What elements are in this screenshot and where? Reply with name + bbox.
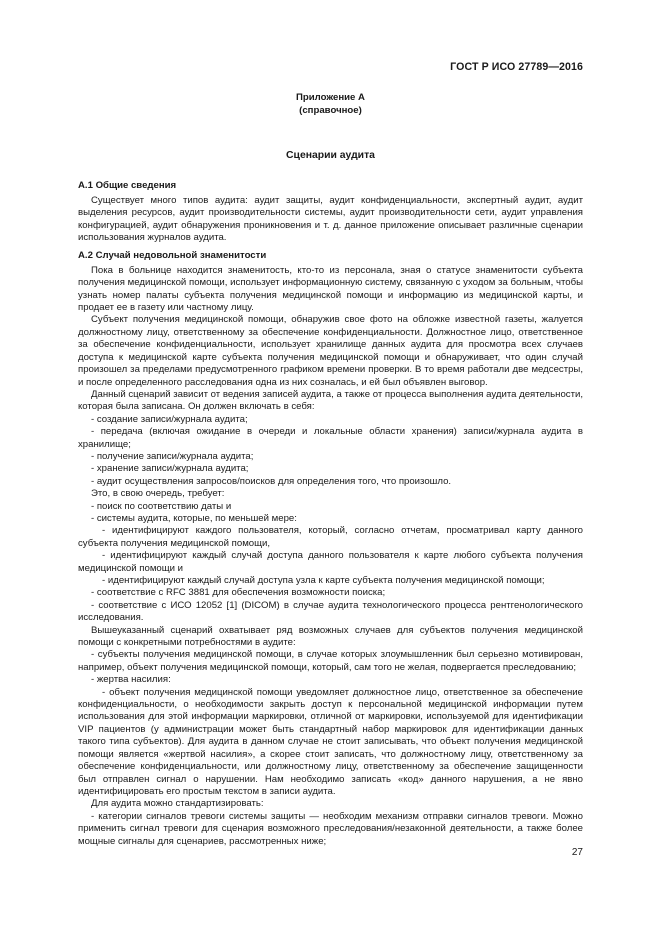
annex-title: Приложение А (296, 92, 365, 103)
sub-list-item: - идентифицируют каждого пользователя, который, согласно отчетам, просматривал карту данного субъекта получения медицинской помощи, (78, 525, 583, 549)
list-item: - передача (включая ожидание в очереди и локальные области хранения) записи/журнала аудита в хранилище; (78, 426, 583, 450)
list-item: - поиск по соответствию даты и (91, 500, 232, 512)
list-item: - жертва насилия: (91, 674, 171, 686)
page-number: 27 (571, 847, 583, 858)
sub-list-item: - идентифицируют каждый случай доступа данного пользователя к карте любого субъекта получения медицинской помощи и (78, 550, 583, 574)
paragraph: Вышеуказанный сценарий охватывает ряд возможных случаев для субъектов получения медицинской помощи с конкретными потребностями в аудите: (78, 624, 583, 649)
paragraph: Субъект получения медицинской помощи, обнаружив свое фото на обложке известной газеты, жалуется должностному лицу, ответственному за обеспечение конфиденциальности. Должностное лицо, ответственное за обеспечение конфиденциальности, использует хранилище данных аудита для просмотра всех случаев доступа к медицинской карте субъекта получения медицинской помощи и обнаруживает, что один случай произошел за пределами предусмотренного графиком времени проверки. В то время работали две медсестры, и после определенного расследования одна из них созналась, и ей был объявлен выговор. (78, 314, 583, 388)
paragraph: Существует много типов аудита: аудит защиты, аудит конфиденциальности, экспертный аудит, аудит выделения ресурсов, аудит производительности системы, аудит производительности сети, аудит управления конфигурацией, аудит обнаружения проникновения и т. д. данное приложение описывает различные сценарии использования журналов аудита. (78, 194, 583, 244)
list-item: - соответствие с ИСО 12052 [1] (DICOM) в случае аудита технологического процесса рентгенологического исследования. (78, 599, 583, 624)
section-heading-a2: А.2 Случай недовольной знаменитости (78, 250, 267, 262)
paragraph: Это, в свою очередь, требует: (91, 488, 225, 500)
list-item: - создание записи/журнала аудита; (91, 413, 248, 425)
standard-designation: ГОСТ Р ИСО 27789—2016 (450, 61, 583, 73)
main-title: Сценарии аудита (286, 150, 375, 161)
list-item: - соответствие с RFC 3881 для обеспечения возможности поиска; (91, 587, 386, 599)
paragraph: Данный сценарий зависит от ведения записей аудита, а также от процесса выполнения аудита деятельности, которая была записана. Он должен включать в себя: (78, 388, 583, 413)
paragraph: Для аудита можно стандартизировать: (91, 798, 264, 810)
paragraph: Пока в больнице находится знаменитость, кто-то из персонала, зная о статусе знаменитости субъекта получения медицинской помощи, использует информационную систему, связанную с уходом за больным, чтобы узнать номер палаты субъекта получения медицинской помощи и информацию из медицинской карты, и продает ее в газету или частному лицу. (78, 264, 583, 314)
annex-note: (справочное) (299, 105, 362, 116)
sub-list-item: - идентифицируют каждый случай доступа узла к карте субъекта получения медицинской помощи; (102, 575, 545, 586)
annex-header (78, 91, 583, 117)
list-item: - аудит осуществления запросов/поисков для определения того, что произошло. (91, 475, 452, 487)
list-item: - системы аудита, которые, по меньшей мере: (91, 512, 297, 524)
list-item: - хранение записи/журнала аудита; (91, 463, 249, 475)
list-item: - получение записи/журнала аудита; (91, 450, 254, 462)
sub-list-item: - объект получения медицинской помощи уведомляет должностное лицо, ответственное за обеспечение конфиденциальности, о необходимости закрыть доступ к персональной медицинской информации путем использования для этой информации маркировки, отличной от маркировки, используемой для идентификации VIP пациентов (у администрации может быть стандартный набор маркировок для идентификации данных такого типа субъектов). Для аудита в данном случае не стоит записывать, что объект получения медицинской помощи является «жертвой насилия», а скорее стоит записать, что должностному лицу, ответственному за обеспечение конфиденциальности, или должностному лицу, ответственному за обеспечение защищенности был отправлен сигнал о нарушении. Нам необходимо записать «код» данного нарушения, а не явно идентифицировать его простым текстом в записи аудита. (78, 686, 583, 797)
section-heading-a1: А.1 Общие сведения (78, 180, 177, 192)
list-item: - категории сигналов тревоги системы защиты — необходим механизм отправки сигналов тревоги. Можно применить сигнал тревоги для сценария возможного преследования/незаконной деятельности, а также более мощные сигналы для сценариев, рассмотренных ниже; (78, 810, 583, 847)
list-item: - субъекты получения медицинской помощи, в случае которых злоумышленник был серьезно мотивирован, например, объект получения медицинской помощи, который, сам того не желая, подвергается преследованию; (78, 649, 583, 673)
